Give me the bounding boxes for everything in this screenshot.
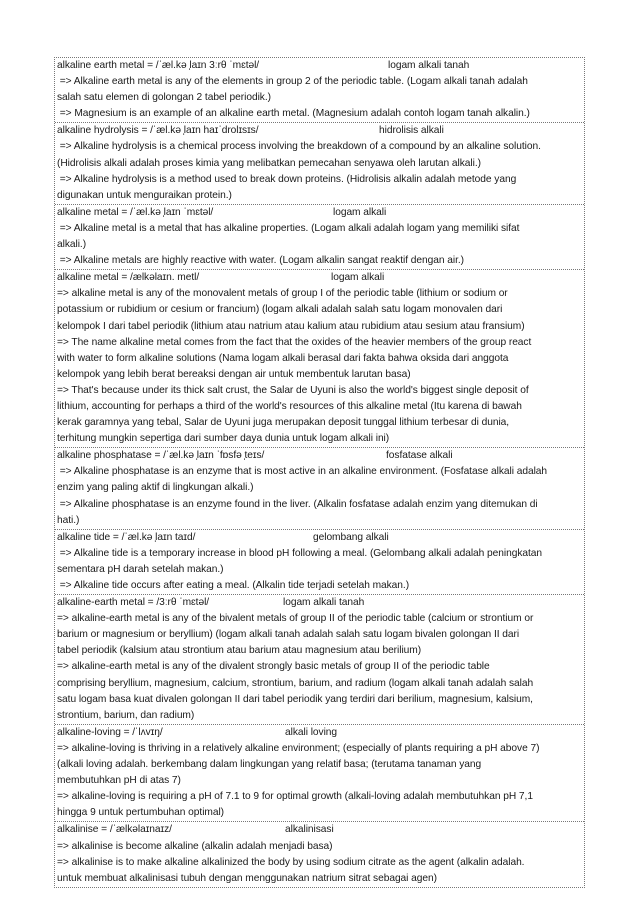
entry-definition-line: lithium, accounting for perhaps a third of the world's resources of this alkaline metal (Itu karena di bawah [57,400,522,412]
glossary-entry [55,58,584,123]
glossary-entry [55,595,584,725]
entry-definition-line: with water to form alkaline solutions (Nama logam alkali berasal dari fakta bahwa oksida dari anggota [57,352,509,364]
entry-definition-line: => Alkaline metal is a metal that has alkaline properties. (Logam alkali adalah logam yang memiliki sifat [57,222,520,234]
entry-definition-line: digunakan untuk menguraikan protein.) [57,189,232,201]
glossary-entry [55,270,584,448]
entry-headword-line [57,595,582,611]
entry-definition-line: (alkali loving adalah. berkembang dalam lingkungan yang relatif basa; (terutama tanaman yang [57,759,482,771]
entry-definition-line: => Alkaline tide is a temporary increase in blood pH following a meal. (Gelombang alkali adalah peningkatan [57,547,543,559]
entry-translation: fosfatase alkali [386,450,453,462]
entry-translation: logam alkali tanah [388,60,470,71]
entry-definition-line: kelompok I dari tabel periodik (lithium atau natrium atau kalium atau rubidium atau sesium atau fransium) [57,320,525,332]
entry-definition-line: tabel periodik (kalsium atau strontium atau barium atau magnesium atau berilium) [57,645,422,657]
entry-pronunciation: alkaline phosphatase = /ˈæl.kə ̩laɪn ˈfɒsfə ̩teɪs/ [57,450,265,462]
entry-translation: hidrolisis alkali [379,125,444,137]
entry-definition-line: barium or magnesium or beryllium) (logam alkali tanah adalah salah satu logam bivalen golongan II dari [57,629,520,641]
entry-definition-line: => Alkaline hydrolysis is a method used to break down proteins. (Hidrolisis alkalin adalah metode yang [57,173,517,185]
entry-definition-line: strontium, barium, dan radium) [57,709,195,721]
entry-pronunciation: alkaline-loving = /ˈlʌvɪŋ/ [57,726,163,738]
entry-definition-line: kelompok yang lebih berat bereaksi dengan air untuk membentuk larutan basa) [57,368,411,380]
entry-definition-line: => alkalinise is become alkaline (alkalin adalah menjadi basa) [57,840,333,852]
entry-pronunciation: alkaline-earth metal = /3ːrθ ˈmɛtəl/ [57,597,210,609]
entry-definition-line: => The name alkaline metal comes from the fact that the oxides of the heavier members of the group react [57,336,532,348]
glossary-entry [55,448,584,529]
entry-definition-line: => alkaline-earth metal is any of the divalent strongly basic metals of group II of the periodic table [57,661,490,673]
entry-definition-line: => Alkaline phosphatase is an enzyme found in the liver. (Alkalin fosfatase adalah enzim yang ditemukan di [57,498,538,510]
entry-pronunciation: alkalinise = /ˈælkəlaɪnaɪz/ [57,824,172,836]
glossary-entry [55,530,584,595]
entry-definition-line: membutuhkan pH di atas 7) [57,775,181,787]
entry-definition-line: => That's because under its thick salt crust, the Salar de Uyuni is also the world's biggest single deposit of [57,384,529,396]
entry-definition-line: => Magnesium is an example of an alkaline earth metal. (Magnesium adalah contoh logam tanah alkalin.) [57,108,530,120]
entry-definition-line: hati.) [57,514,80,526]
glossary-entry [55,205,584,270]
entry-definition-line: potassium or rubidium or cesium or francium) (logam alkali adalah salah satu logam monovalen dari [57,304,503,316]
entry-pronunciation: alkaline earth metal = /ˈæl.kə ̩laɪn 3ːrθ ˈmɛtəl/ [57,60,260,71]
entry-pronunciation: alkaline metal = /ælkəlaɪn. metl/ [57,272,200,284]
entry-definition-line: => Alkaline hydrolysis is a chemical process involving the breakdown of a compound by an alkaline solution. [57,141,541,153]
entry-headword-line [57,448,582,464]
entry-definition-line: => Alkaline metals are highly reactive with water. (Logam alkalin sangat reaktif dengan air.) [57,255,464,267]
entry-definition-line: => Alkaline phosphatase is an enzyme that is most active in an alkaline environment. (Fosfatase alkali adalah [57,466,548,478]
entry-headword-line [57,205,582,221]
entry-definition-line: sementara pH darah setelah makan.) [57,563,224,575]
entry-headword-line [57,725,582,741]
entry-definition-line: enzim yang paling aktif di lingkungan alkali.) [57,482,254,494]
entry-definition-line: kerak garamnya yang tebal, Salar de Uyuni juga merupakan deposit tunggal lithium terbesar di dunia, [57,417,510,429]
entry-definition-line: (Hidrolisis alkali adalah proses kimia yang melibatkan pemecahan senyawa oleh larutan alkali.) [57,157,481,169]
entry-translation: logam alkali tanah [283,597,365,609]
entry-headword-line [57,270,582,286]
entry-translation: alkalinisasi [285,824,334,836]
entry-pronunciation: alkaline metal = /ˈæl.kə ̩laɪn ˈmɛtəl/ [57,206,214,218]
entry-translation: gelombang alkali [313,531,389,543]
entry-headword-line [57,123,582,139]
entry-definition-line: hingga 9 untuk pertumbuhan optimal) [57,807,225,819]
entry-definition-line: => Alkaline earth metal is any of the elements in group 2 of the periodic table. (Logam alkali tanah adalah [57,76,528,88]
entry-definition-line: => alkaline-loving is requiring a pH of 7.1 to 9 for optimal growth (alkali-loving adalah membutuhkan pH 7,1 [57,791,533,803]
entry-definition-line: alkali.) [57,239,87,251]
glossary-entry [55,822,584,886]
entry-definition-line: satu logam basa kuat divalen golongan II dari tabel periodik yang terdiri dari berilium, magnesium, kalsium, [57,693,533,705]
entry-headword-line [57,530,582,546]
entry-definition-line: untuk membuat alkalinisasi tubuh dengan menggunakan natrium sitrat sebagai agen) [57,872,437,884]
entry-definition-line: => alkaline metal is any of the monovalent metals of group I of the periodic table (lithium or sodium or [57,288,508,300]
glossary-sheet [54,57,585,888]
glossary-entry [55,725,584,823]
entry-translation: logam alkali [333,206,387,218]
entry-definition-line: terhitung mungkin sepertiga dari sumber daya dunia untuk logam alkali ini) [57,433,390,445]
entry-definition-line: => Alkaline tide occurs after eating a meal. (Alkalin tide terjadi setelah makan.) [57,580,410,591]
entry-headword-line [57,58,582,74]
entry-pronunciation: alkaline tide = /ˈæl.kə ̩laɪn taɪd/ [57,531,196,543]
entry-translation: logam alkali [331,272,385,284]
entry-translation: alkali loving [285,726,338,738]
entry-definition-line: => alkaline-earth metal is any of the bivalent metals of group II of the periodic table (calcium or strontium or [57,613,534,625]
entry-pronunciation: alkaline hydrolysis = /ˈæl.kə ̩laɪn haɪˈdrolɪsɪs/ [57,125,259,137]
entry-definition-line: => alkalinise is to make alkaline alkalinized the body by using sodium citrate as the agent (alkalin adalah. [57,856,525,868]
entry-definition-line: => alkaline-loving is thriving in a relatively alkaline environment; (especially of plants requiring a pH above 7) [57,742,540,754]
entry-definition-line: comprising beryllium, magnesium, calcium, strontium, barium, and radium (logam alkali tanah adalah salah [57,677,534,689]
entry-headword-line [57,822,582,838]
entry-definition-line: salah satu elemen di golongan 2 tabel periodik.) [57,92,271,104]
glossary-entry [55,123,584,204]
